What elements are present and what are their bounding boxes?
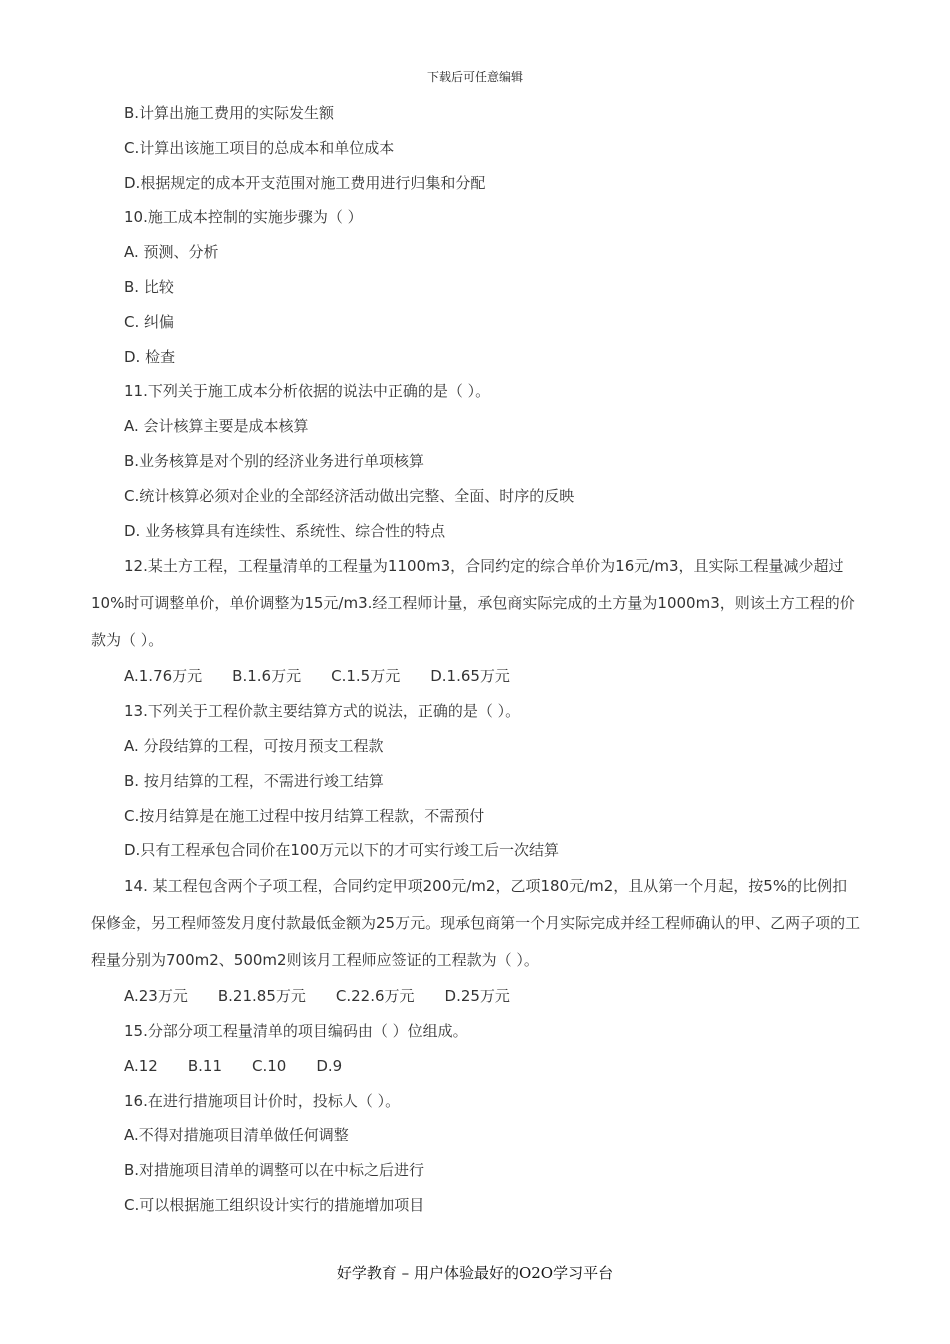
question-12: 12.某土方工程，工程量清单的工程量为1100m3，合同约定的综合单价为16元/m3，且实际工程量减少超过10%时可调整单价，单价调整为15元/m3.经工程师计量，承包商实际完成的土方量为1000m3，则该土方工程的价款为（ ）。: [91, 557, 855, 650]
option-line: A. 预测、分析: [124, 243, 219, 262]
question-15: 15.分部分项工程量清单的项目编码由（ ）位组成。: [124, 1021, 468, 1040]
option-d: D.9: [316, 1056, 343, 1075]
option-line: B.计算出施工费用的实际发生额: [124, 104, 335, 122]
question-14: 14. 某工程包含两个子项工程，合同约定甲项200元/m2，乙项180元/m2，且从第一个月起，按5%的比例扣保修金，另工程师签发月度付款最低金额为25万元。现承包商第一个月实际完成并经工程师确认的甲、乙两子项的工程量分别为700m2、500m2则该月工程师应签证的工程款为（ ）。: [91, 877, 861, 970]
question-12-options: [91, 659, 861, 694]
option-c: C.22.6万元: [335, 987, 415, 1006]
option-line: C.计算出该施工项目的总成本和单位成本: [124, 138, 395, 157]
option-line: C. 纠偏: [124, 312, 175, 331]
option-a: A.23万元: [124, 987, 188, 1006]
question-15-options: [91, 1049, 861, 1084]
option-line: C.统计核算必须对企业的全部经济活动做出完整、全面、时序的反映: [124, 486, 575, 505]
option-line: A. 会计核算主要是成本核算: [124, 417, 309, 436]
option-a: A.1.76万元: [124, 667, 203, 686]
option-line: D. 业务核算具有连续性、系统性、综合性的特点: [124, 521, 446, 540]
option-line: C.按月结算是在施工过程中按月结算工程款，不需预付: [124, 806, 485, 825]
option-c: C.1.5万元: [331, 667, 401, 686]
option-line: D.只有工程承包合同价在100万元以下的才可实行竣工后一次结算: [124, 841, 559, 860]
option-line: C.可以根据施工组织设计实行的措施增加项目: [124, 1195, 425, 1214]
question-16: 16.在进行措施项目计价时，投标人（ ）。: [124, 1091, 401, 1110]
question-11: 11.下列关于施工成本分析依据的说法中正确的是（ ）。: [124, 382, 491, 401]
option-line: B.对措施项目清单的调整可以在中标之后进行: [124, 1161, 425, 1180]
option-line: A.不得对措施项目清单做任何调整: [124, 1126, 349, 1145]
question-14-options: [91, 979, 861, 1014]
option-d: D.25万元: [444, 987, 510, 1006]
option-c: C.10: [252, 1056, 287, 1075]
option-b: B.21.85万元: [217, 987, 306, 1006]
option-line: D. 检查: [124, 347, 176, 366]
option-a: A.12: [124, 1056, 158, 1075]
option-line: B.业务核算是对个别的经济业务进行单项核算: [124, 451, 425, 470]
option-b: B.1.6万元: [232, 667, 302, 686]
option-line: A. 分段结算的工程，可按月预支工程款: [124, 736, 384, 755]
header-note: 下载后可任意编辑: [426, 70, 523, 84]
question-10: 10.施工成本控制的实施步骤为（ ）: [124, 208, 363, 227]
option-line: D.根据规定的成本开支范围对施工费用进行归集和分配: [124, 173, 486, 192]
question-13: 13.下列关于工程价款主要结算方式的说法，正确的是（ ）。: [124, 702, 521, 721]
option-line: B. 按月结算的工程，不需进行竣工结算: [124, 771, 384, 790]
option-d: D.1.65万元: [430, 667, 510, 686]
option-line: B. 比较: [124, 277, 174, 296]
document-body: [91, 96, 861, 1223]
option-b: B.11: [187, 1056, 223, 1075]
page-footer: 好学教育 – 用户体验最好的O2O学习平台: [336, 1264, 614, 1282]
